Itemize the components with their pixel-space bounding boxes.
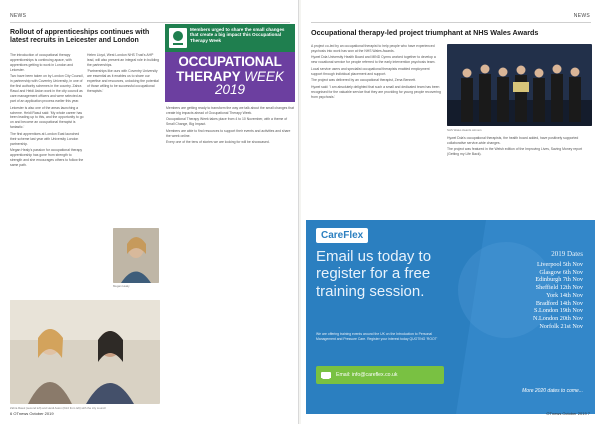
paragraph: 'Partnerships like ours with Coventry University are essential as it enables us to share our expertise and resources, unlocking the potential of those willing to be successful occupational therapists.' <box>87 69 159 94</box>
page-footer: 6 OTnews October 2019 <box>10 411 54 416</box>
date-item: Sheffield 12th Nov <box>535 284 583 291</box>
careflex-tagline: Email us today to register for a free training session. <box>316 248 432 300</box>
right-page <box>301 0 600 424</box>
dates-title: 2019 Dates <box>551 250 583 258</box>
wordmark-week: WEEK 2019 <box>214 68 284 97</box>
article-column-2 <box>87 53 160 96</box>
date-item: Edinburgh 7th Nov <box>535 276 583 284</box>
paragraph: The project was delivered by an occupational therapist, Zena Bennett. <box>311 78 416 83</box>
paragraph: The project was featured in the Welsh edition of the Improving Lives, Saving Money report (Getting my Life Back). <box>447 147 583 157</box>
group-photo <box>10 300 160 404</box>
article-headline: Rollout of apprenticeships continues with latest recruits in Leicester and London <box>10 29 150 45</box>
careflex-email[interactable]: Email: info@careflex.co.uk <box>336 372 398 378</box>
careflex-email-bar[interactable] <box>316 366 444 384</box>
more-dates-note: More 2020 dates to come... <box>522 388 583 394</box>
paragraph: Two have been taken on by London City Council, in partnership with Coventry University, in one of the first authority schemes in the country. Zahra Rasul and Heidi Aston work in the city council as care management officers and were selected as part of an application process earlier this year. <box>10 74 84 104</box>
awards-photo-caption: NHS Wales Awards winners <box>447 128 482 132</box>
portrait-illustration <box>113 228 159 283</box>
left-page <box>0 0 299 424</box>
training-dates-list <box>473 250 583 331</box>
header-rule <box>10 22 290 23</box>
paragraph: Occupational Therapy Week takes place from 4 to 10 November, with a theme of Small Change, Big Impact. <box>166 117 288 127</box>
article-column-1 <box>10 53 84 170</box>
paragraph: Local service users and specialist occupational therapists enabled employment support through individual placement and support. <box>311 66 430 76</box>
paragraph: Members are getting ready to transform the way we talk about the small changes that create big impacts ahead of Occupational Therapy Week. <box>166 106 294 115</box>
ot-logo-icon <box>169 28 187 48</box>
article-column-2 <box>447 136 592 159</box>
ot-week-banner <box>165 24 295 52</box>
awards-illustration <box>447 44 592 126</box>
paragraph: Helen Lloyd, West London NHS Trust's AHP lead, will also present an integral role in building the partnerships. <box>87 53 159 67</box>
wordmark-line-1: OCCUPATIONAL <box>178 54 282 69</box>
header-rule <box>311 22 591 23</box>
paragraph: Members are able to find resources to support their events and activities and share the week online. <box>166 128 291 138</box>
careflex-logo: CareFlex <box>316 228 368 243</box>
date-item: Norfolk 21st Nov <box>539 322 583 330</box>
article-headline: Occupational therapy-led project triumphant at NHS Wales Awards <box>311 28 539 37</box>
careflex-advert <box>306 220 595 414</box>
paragraph: Hywel Dda's occupational therapists, the health board added, have positively supported collaborative service-wide changes. <box>447 136 579 145</box>
paragraph: Hywel Dda University Health Board and MIND Cymru worked together to develop a new vocational service for people referred to the early intervention psychosis team. <box>311 55 436 65</box>
careflex-small-print: We are offering training events around the UK on the Introduction to Personal Management and Pressure Care. Register your interest today QUOTING 'ROOT' <box>316 332 438 342</box>
paragraph: Hywel said: 'I am absolutely delighted that such a small and dedicated team has been recognised for the valuable service that they are providing for young people recovering from psychosis.' <box>311 84 441 99</box>
article-column-1 <box>311 44 441 101</box>
date-item: S.London 19th Nov <box>534 307 583 315</box>
section-label: NEWS <box>573 13 590 19</box>
awards-photo <box>447 44 592 126</box>
group-photo-caption: Zahra Rasul (second left) and Heidi Aston (third from left) with the city council <box>10 406 106 410</box>
date-item: Glasgow 6th Nov <box>539 268 583 276</box>
portrait-photo <box>113 228 159 283</box>
date-item: Liverpool 5th Nov <box>536 260 583 268</box>
photo-caption: Megan Healy <box>113 284 130 288</box>
ot-week-headline: Members urged to share the small changes that create a big impact this Occupational Therapy Week <box>190 27 285 43</box>
page-footer: OTnews October 2019 7 <box>546 411 590 416</box>
paragraph: The first apprentices at London East launched their scheme last year with University London partnership. <box>10 131 80 146</box>
date-item: Bradford 14th Nov <box>535 299 583 307</box>
date-item: N.London 20th Nov <box>532 315 583 322</box>
ot-week-article <box>166 106 294 147</box>
ot-week-wordmark <box>165 55 295 97</box>
paragraph: A project co-led by an occupational therapist to help people who have experienced psychosis into work has won at the NHS Wales Awards. <box>311 44 435 53</box>
paragraph: Every one of the tens of stories we are looking for will be showcased. <box>166 140 270 145</box>
ot-week-panel <box>165 24 295 102</box>
section-label: NEWS <box>10 13 27 19</box>
group-illustration <box>10 300 160 404</box>
wordmark-line-2: THERAPY <box>176 68 241 84</box>
paragraph: Megan Healy's passion for occupational therapy apprenticeship has gone from strength to strength and she encourages others to follow the same path. <box>10 148 84 168</box>
date-item: York 14th Nov <box>546 291 583 299</box>
paragraph: The introduction of occupational therapy apprenticeships is continuing apace, with apprentices getting to work in London and Leicester. <box>10 53 73 72</box>
envelope-icon <box>321 372 331 379</box>
paragraph: Leicester is also one of the areas launching a scheme. Heidi Rasul said: 'My whole career has been leading up to this, and the opportunity to go on and become an occupational therapist is fantastic.' <box>10 105 84 130</box>
